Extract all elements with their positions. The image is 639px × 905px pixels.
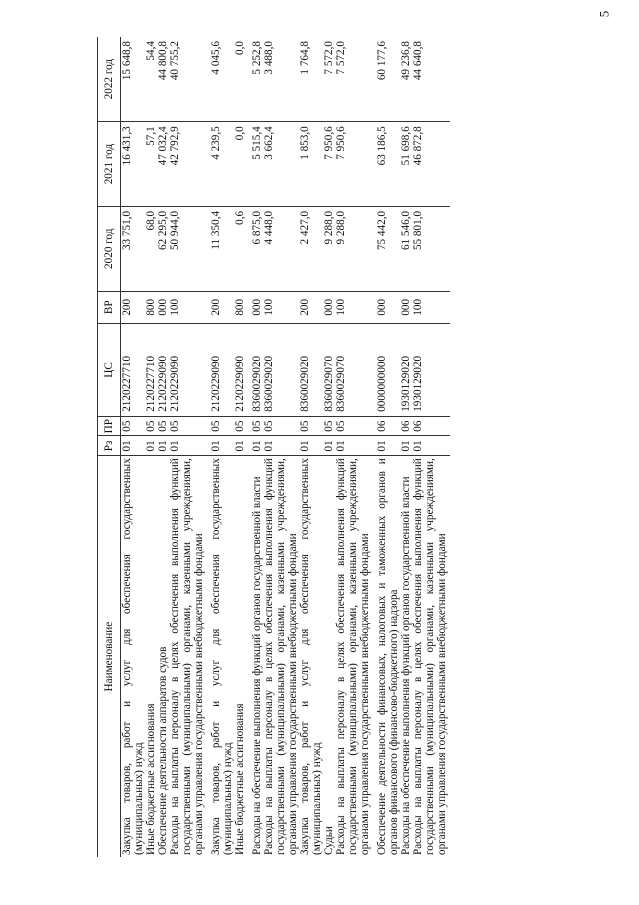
row-rz: 01 xyxy=(169,436,205,456)
row-value-2020: 33 751,0 xyxy=(121,206,146,291)
row-vr: 200 xyxy=(205,291,234,323)
row-pr: 05 xyxy=(246,416,263,436)
row-rz: 01 xyxy=(246,436,263,456)
header-2022: 2022 год xyxy=(98,37,121,122)
row-rz: 01 xyxy=(121,436,146,456)
row-value-2020: 0,6 xyxy=(234,206,246,291)
budget-table-container xyxy=(97,37,625,857)
table-row xyxy=(371,37,400,857)
row-value-2021: 4 239,5 xyxy=(205,122,234,207)
row-pr: 05 xyxy=(121,416,146,436)
row-value-2021: 47 032,4 xyxy=(157,122,169,207)
row-value-2022: 4 045,6 xyxy=(205,37,234,122)
table-row xyxy=(169,37,205,857)
budget-table xyxy=(97,37,450,857)
row-vr: 100 xyxy=(263,291,299,323)
row-cs: 8360029020 xyxy=(246,324,263,417)
row-cs: 1930129020 xyxy=(412,324,450,417)
row-cs: 8360029070 xyxy=(323,324,335,417)
table-row xyxy=(205,37,234,857)
row-value-2021: 3 662,4 xyxy=(263,122,299,207)
row-value-2021: 42 792,9 xyxy=(169,122,205,207)
row-value-2022: 7 572,0 xyxy=(335,37,371,122)
table-row xyxy=(121,37,146,857)
row-value-2021: 51 698,6 xyxy=(400,122,412,207)
table-row xyxy=(263,37,299,857)
row-value-2020: 68,0 xyxy=(145,206,157,291)
row-name: Обеспечение деятельности аппаратов судов xyxy=(157,646,169,855)
row-vr: 000 xyxy=(246,291,263,323)
row-value-2020: 9 288,0 xyxy=(323,206,335,291)
row-name: Закупка товаров, работ и услуг для обеспечения государственных (муниципальных) нужд xyxy=(121,458,145,855)
row-value-2020: 2 427,0 xyxy=(299,206,323,291)
header-vr: ВР xyxy=(98,291,121,323)
row-value-2020: 50 944,0 xyxy=(169,206,205,291)
row-value-2022: 40 755,2 xyxy=(169,37,205,122)
row-pr: 05 xyxy=(145,416,157,436)
row-name: Расходы на выплаты персоналу в целях обеспечения выполнения функций государственными (муниципальными) органами, казенными учреждениями, органами управления государственными внебюджетными фондами xyxy=(169,458,205,855)
row-cs: 0000000000 xyxy=(371,324,400,417)
row-cs: 8360029020 xyxy=(263,324,299,417)
row-cs: 2120229090 xyxy=(234,324,246,417)
row-rz: 01 xyxy=(234,436,246,456)
row-value-2022: 0,0 xyxy=(234,37,246,122)
row-pr: 05 xyxy=(335,416,371,436)
row-rz: 01 xyxy=(157,436,169,456)
row-vr: 000 xyxy=(371,291,400,323)
row-cs: 1930129020 xyxy=(400,324,412,417)
row-vr: 800 xyxy=(234,291,246,323)
row-pr: 05 xyxy=(323,416,335,436)
header-2020: 2020 год xyxy=(98,206,121,291)
row-vr: 100 xyxy=(335,291,371,323)
row-vr: 000 xyxy=(400,291,412,323)
row-value-2020: 62 295,0 xyxy=(157,206,169,291)
row-name: Расходы на обеспечение выполнения функций органов государственной власти xyxy=(251,476,263,855)
row-pr: 06 xyxy=(400,416,412,436)
row-value-2021: 46 872,8 xyxy=(412,122,450,207)
table-row xyxy=(400,37,412,857)
header-name: Наименование xyxy=(98,456,121,857)
row-name: Закупка товаров, работ и услуг для обеспечения государственных (муниципальных) нужд xyxy=(210,458,234,855)
row-rz: 01 xyxy=(400,436,412,456)
row-name: Расходы на выплаты персоналу в целях обеспечения выполнения функций государственными (муниципальными) органами, казенными учреждениями, органами управления государственными внебюджетными фондами xyxy=(412,458,448,855)
table-row xyxy=(145,37,157,857)
row-pr: 05 xyxy=(263,416,299,436)
row-cs: 2120229090 xyxy=(157,324,169,417)
row-value-2022: 49 236,8 xyxy=(400,37,412,122)
row-vr: 100 xyxy=(169,291,205,323)
row-cs: 8360029070 xyxy=(335,324,371,417)
row-value-2021: 16 431,3 xyxy=(121,122,146,207)
row-name: Обеспечение деятельности финансовых, налоговых и таможенных органов и органов финансового (финансово-бюджетного) надзора xyxy=(376,458,400,855)
row-value-2021: 5 515,4 xyxy=(246,122,263,207)
row-value-2021: 7 950,6 xyxy=(335,122,371,207)
row-name: Судьи xyxy=(323,826,335,855)
row-rz: 01 xyxy=(323,436,335,456)
header-2021: 2021 год xyxy=(98,122,121,207)
row-value-2022: 1 764,8 xyxy=(299,37,323,122)
row-value-2022: 7 572,0 xyxy=(323,37,335,122)
row-pr: 05 xyxy=(234,416,246,436)
row-vr: 200 xyxy=(299,291,323,323)
header-rz: Рз xyxy=(98,436,121,456)
row-vr: 100 xyxy=(412,291,450,323)
row-vr: 800 xyxy=(145,291,157,323)
row-value-2022: 5 252,8 xyxy=(246,37,263,122)
row-value-2022: 60 177,6 xyxy=(371,37,400,122)
row-vr: 000 xyxy=(157,291,169,323)
row-value-2022: 3 488,0 xyxy=(263,37,299,122)
row-value-2020: 11 350,4 xyxy=(205,206,234,291)
row-rz: 01 xyxy=(299,436,323,456)
row-name: Расходы на выплаты персоналу в целях обеспечения выполнения функций государственными (муниципальными) органами, казенными учреждениями, органами управления государственными внебюджетными фондами xyxy=(335,458,371,855)
row-value-2021: 7 950,6 xyxy=(323,122,335,207)
row-value-2021: 0,0 xyxy=(234,122,246,207)
row-value-2021: 1 853,0 xyxy=(299,122,323,207)
row-cs: 2120227710 xyxy=(121,324,146,417)
table-row xyxy=(412,37,450,857)
row-value-2020: 9 288,0 xyxy=(335,206,371,291)
row-value-2022: 54,4 xyxy=(145,37,157,122)
row-pr: 06 xyxy=(412,416,450,436)
row-name: Иные бюджетные ассигнования xyxy=(234,703,246,855)
table-row xyxy=(335,37,371,857)
row-name: Расходы на обеспечение выполнения функций органов государственной власти xyxy=(400,476,412,855)
table-row xyxy=(234,37,246,857)
table-row xyxy=(323,37,335,857)
row-pr: 05 xyxy=(157,416,169,436)
row-rz: 01 xyxy=(205,436,234,456)
row-value-2021: 63 186,5 xyxy=(371,122,400,207)
row-rz: 01 xyxy=(145,436,157,456)
table-header-row xyxy=(98,37,121,857)
row-value-2022: 15 648,8 xyxy=(121,37,146,122)
row-value-2022: 44 640,8 xyxy=(412,37,450,122)
row-value-2020: 75 442,0 xyxy=(371,206,400,291)
row-pr: 05 xyxy=(169,416,205,436)
row-name: Закупка товаров, работ и услуг для обеспечения государственных (муниципальных) нужд xyxy=(299,458,323,855)
row-value-2020: 61 546,0 xyxy=(400,206,412,291)
row-cs: 2120229090 xyxy=(169,324,205,417)
row-value-2020: 4 448,0 xyxy=(263,206,299,291)
table-row xyxy=(157,37,169,857)
row-cs: 2120229090 xyxy=(205,324,234,417)
row-value-2020: 55 801,0 xyxy=(412,206,450,291)
row-value-2022: 44 800,8 xyxy=(157,37,169,122)
row-pr: 05 xyxy=(299,416,323,436)
row-value-2020: 6 875,0 xyxy=(246,206,263,291)
header-cs: ЦС xyxy=(98,324,121,417)
row-vr: 000 xyxy=(323,291,335,323)
page-number: 5 xyxy=(596,10,612,18)
row-pr: 06 xyxy=(371,416,400,436)
row-value-2021: 57,1 xyxy=(145,122,157,207)
header-pr: ПР xyxy=(98,416,121,436)
row-rz: 01 xyxy=(263,436,299,456)
row-cs: 2120227710 xyxy=(145,324,157,417)
row-name: Расходы на выплаты персоналу в целях обеспечения выполнения функций государственными (муниципальными) органами, казенными учреждениями, органами управления государственными внебюджетными фондами xyxy=(263,458,299,855)
row-cs: 8360029020 xyxy=(299,324,323,417)
table-row xyxy=(299,37,323,857)
row-rz: 01 xyxy=(335,436,371,456)
row-rz: 01 xyxy=(412,436,450,456)
row-name: Иные бюджетные ассигнования xyxy=(145,703,157,855)
row-pr: 05 xyxy=(205,416,234,436)
row-rz: 01 xyxy=(371,436,400,456)
row-vr: 200 xyxy=(121,291,146,323)
table-row xyxy=(246,37,263,857)
